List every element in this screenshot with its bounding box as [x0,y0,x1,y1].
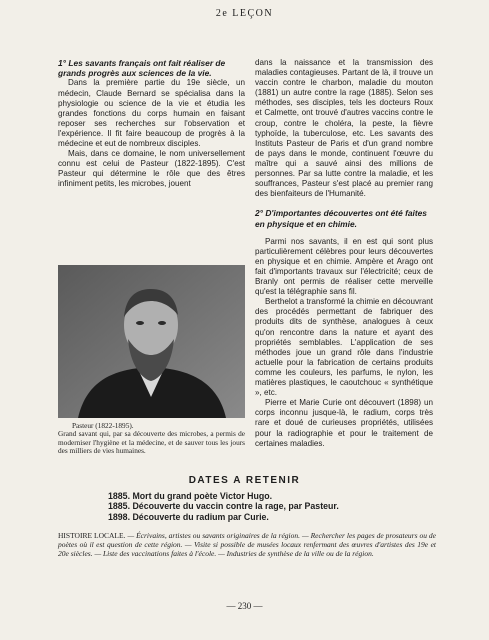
caption-title: Pasteur (1822-1895). [72,421,134,430]
portrait-illustration [58,265,245,418]
paragraph-pasteur: Mais, dans ce domaine, le nom universellement connu est celui de Pasteur (1822-1895). C'est Pasteur qui détermine le rôle que des êtres infiniment petits, les microbes, jouent [58,149,245,189]
paragraph-ampere-arago: Parmi nos savants, il en est qui sont plus particulièrement célèbres pour leurs découvertes en physique et en chimie. Ampère et Arago ont fait d'importants travaux sur l'électricité; ceux de Branly ont permis de réaliser cette merveille qu'est la télégraphie sans fil. [255,236,433,297]
local-history-label: HISTOIRE LOCALE. [58,531,126,540]
page-number: — 230 — [226,601,263,611]
lesson-header: 2e LEÇON [215,8,274,19]
left-column [58,58,245,189]
caption-text: Grand savant qui, par sa découverte des microbes, a permis de moderniser l'hygiène et la médecine, et de sauver tous les jours des milliers de vies humaines. [58,429,245,456]
pasteur-portrait [58,265,245,418]
section-2-title: 2° D'importantes découvertes ont été faites en physique et en chimie. [255,208,427,229]
dates-list [108,491,408,522]
paragraph-curie: Pierre et Marie Curie ont découvert (1898) un corps inconnu jusque-là, le radium, corps très rare et doué de curieuses propriétés, utilisées pour la radiographie et pour le traitement de certaines maladies. [255,398,433,448]
local-history-text: — Écrivains, artistes ou savants originaires de la région. — Rechercher les pages de prosateurs ou de poètes où il est question de cette région. — Visite si possible de musées locaux renfermant des œuvres d'artistes des 19e et 20e siècles. — Liste des vaccinations faites à l'école. — Industries de synthèse de la ville ou de la région. [58,531,437,558]
date-item: 1885. Découverte du vaccin contre la rage, par Pasteur. [108,501,339,512]
right-column [255,58,433,449]
paragraph-claude-bernard: Dans la première partie du 19e siècle, un médecin, Claude Bernard se spécialisa dans la physiologie ou science de la vie et étudia les grandes fonctions du corps humain en faisant reposer ses recherches sur l'observation et l'expérience. Il fit faire beaucoup de progrès à la médecine et eut de nombreux disciples. [58,78,245,148]
paragraph-pasteur-continued: dans la naissance et la transmission des maladies contagieuses. Partant de là, il trouve un vaccin contre le charbon, maladie du mouton (1881) un autre contre la rage (1885). Selon ses méthodes, ses disciples, tels les docteurs Roux et Calmette, ont trouvé d'autres vaccins contre le croup, contre le choléra, la peste, la fièvre typhoïde, la tuberculose, etc. Les savants des Instituts Pasteur de Paris et d'un grand nombre de pays dans le monde, continuent l'œuvre du maître qui a sauvé ainsi des millions de personnes. Par sa lutte contre la maladie, et les souffrances, Pasteur s'est placé au premier rang des bienfaiteurs de l'Humanité. [255,58,433,199]
section-1-title: 1° Les savants français ont fait réaliser de grands progrès aux sciences de la vie. [58,58,226,79]
date-item: 1898. Découverte du radium par Curie. [108,511,269,522]
local-history-note [58,531,436,558]
paragraph-berthelot: Berthelot a transformé la chimie en découvrant des procédés permettant de fabriquer des produits dits de synthèse, analogues à ceux qu'on rencontre dans la nature et ayant des propriétés semblables. L'application de ses méthodes joue un grand rôle dans l'industrie actuelle pour la fabrication de certains produits comme les couleurs, les parfums, le nylon, les matières plastiques, le caoutchouc « synthétique », etc. [255,297,433,398]
date-item: 1885. Mort du grand poète Victor Hugo. [108,491,273,501]
portrait-caption [58,422,245,456]
dates-title: DATES A RETENIR [188,475,301,486]
